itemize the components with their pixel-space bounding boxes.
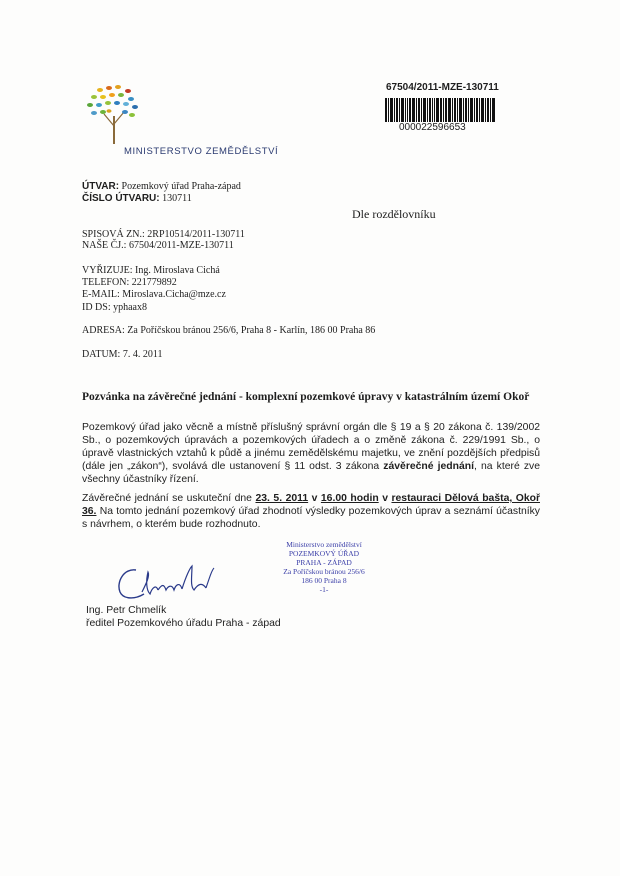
p1-bold: závěrečné jednání bbox=[383, 461, 475, 472]
telefon-line: TELEFON: 221779892 bbox=[82, 277, 177, 288]
signer-title: ředitel Pozemkového úřadu Praha - západ bbox=[86, 618, 281, 629]
stamp-line-6: -1- bbox=[319, 585, 329, 594]
barcode-number: 000022596653 bbox=[399, 122, 466, 133]
utvar-line bbox=[82, 181, 241, 193]
spis-label: SPISOVÁ ZN.: bbox=[82, 229, 145, 240]
stamp-line-5: 186 00 Praha 8 bbox=[301, 576, 347, 585]
body-paragraph-2 bbox=[82, 492, 540, 531]
nase-label: NAŠE ČJ.: bbox=[82, 240, 127, 251]
p2-v2: v bbox=[382, 493, 388, 504]
office-stamp bbox=[268, 540, 380, 594]
p1-text: Pozemkový úřad jako věcně a místně příslušný správní orgán dle § 19 a § 20 zákona č. 139/2002 Sb., o pozemkových úpravách a pozemkových úřadech a o změně zákona č. 229/1991 Sb., o úpravě vlastnických vztahů k půdě a jinému zemědělskému majetku, ve znění pozdějších předpisů (dále jen „zákon“), svolává dle ustanovení § 11 odst. 3 zákona bbox=[82, 422, 540, 472]
ds-line: ID DS: yphaax8 bbox=[82, 302, 147, 313]
p1-end: , na které zve všechny účastníky řízení. bbox=[82, 461, 540, 485]
address-line: ADRESA: Za Poříčskou bránou 256/6, Praha 8 - Karlín, 186 00 Praha 86 bbox=[82, 325, 376, 336]
email-line: E-MAIL: Miroslava.Cicha@mze.cz bbox=[82, 289, 226, 300]
recipient: Dle rozdělovníku bbox=[352, 207, 436, 221]
p2-place: restauraci Dělová bašta, Okoř 36. bbox=[82, 493, 540, 517]
vyrizuje-line: VYŘIZUJE: Ing. Miroslava Cichá bbox=[82, 265, 220, 276]
stamp-line-2: POZEMKOVÝ ÚŘAD bbox=[288, 549, 360, 558]
body-paragraph-1 bbox=[82, 421, 540, 486]
subject-heading: Pozvánka na závěrečné jednání - komplexní pozemkové úpravy v katastrálním území Okoř bbox=[82, 391, 530, 403]
ministry-tree-logo-icon bbox=[82, 82, 146, 148]
nase-line bbox=[82, 240, 234, 252]
date-line: DATUM: 7. 4. 2011 bbox=[82, 349, 163, 360]
p2-v1: v bbox=[311, 493, 318, 504]
stamp-line-4: Za Poříčskou bránou 256/6 bbox=[283, 567, 365, 576]
cislo-value: 130711 bbox=[162, 193, 192, 204]
logo-text: MINISTERSTVO ZEMĚDĚLSTVÍ bbox=[124, 146, 279, 157]
spis-value: 2RP10514/2011-130711 bbox=[147, 229, 245, 240]
barcode-icon bbox=[385, 98, 495, 122]
utvar-value: Pozemkový úřad Praha-západ bbox=[121, 181, 241, 192]
stamp-line-1: Ministerstvo zemědělství bbox=[286, 540, 362, 549]
cislo-label: ČÍSLO ÚTVARU: bbox=[82, 193, 160, 204]
cislo-line bbox=[82, 193, 192, 205]
p2-start: Závěrečné jednání se uskuteční dne bbox=[82, 493, 252, 504]
nase-value: 67504/2011-MZE-130711 bbox=[128, 240, 234, 251]
p2-date: 23. 5. 2011 bbox=[255, 493, 309, 504]
handwritten-signature-icon bbox=[114, 562, 224, 604]
signer-name: Ing. Petr Chmelík bbox=[86, 605, 167, 616]
p2-end: Na tomto jednání pozemkový úřad zhodnotí výsledky pozemkových úprav a seznámí účastníky s návrhem, o kterém bude rozhodnuto. bbox=[82, 506, 541, 530]
utvar-label: ÚTVAR: bbox=[82, 181, 120, 192]
stamp-line-3: PRAHA - ZÁPAD bbox=[296, 558, 352, 567]
barcode-reference: 67504/2011-MZE-130711 bbox=[386, 82, 499, 93]
p2-time: 16.00 hodin bbox=[320, 493, 379, 504]
signer-block bbox=[86, 604, 281, 630]
